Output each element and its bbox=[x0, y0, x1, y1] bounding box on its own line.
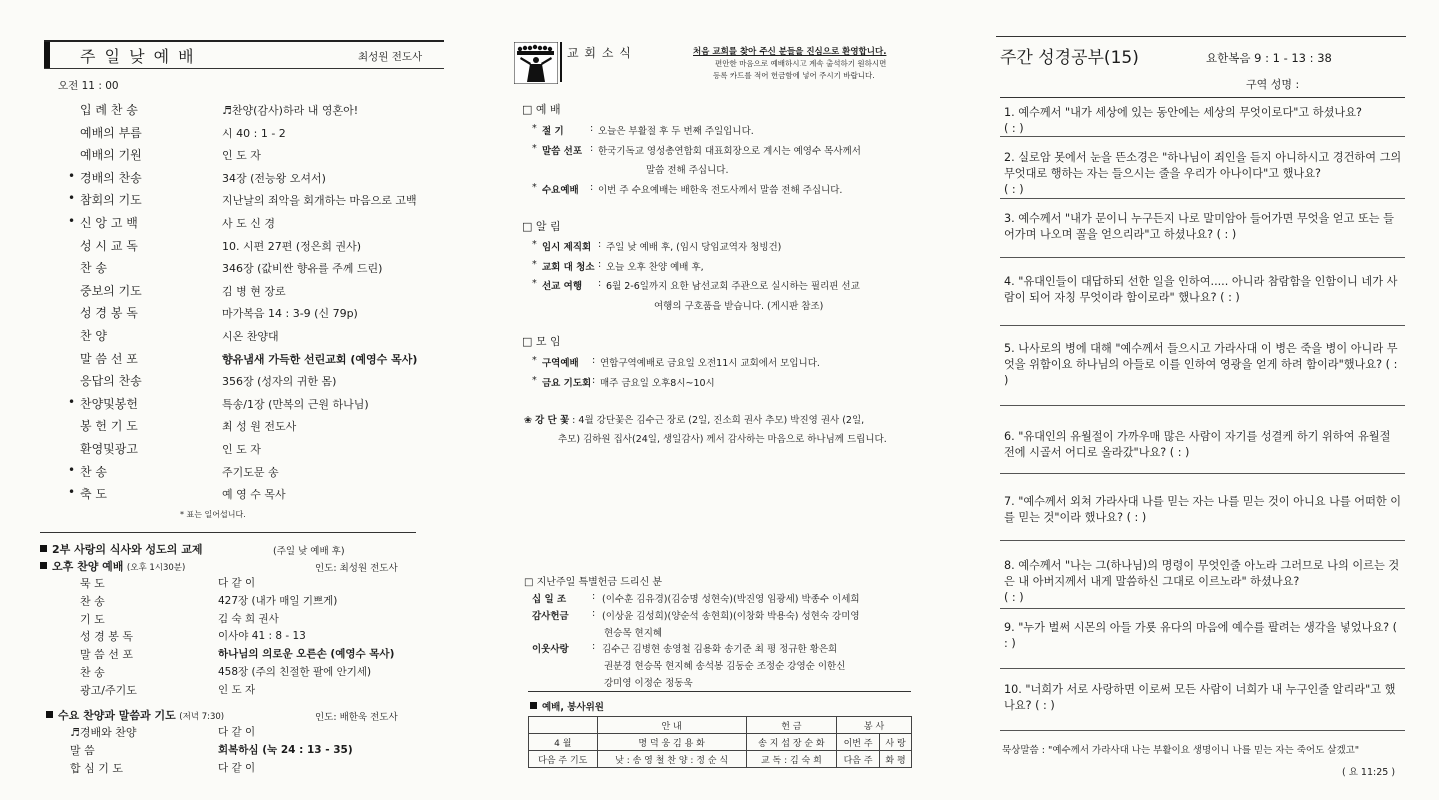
standing-mark: • bbox=[68, 462, 76, 477]
news-bullet: * bbox=[532, 142, 537, 154]
afternoon-item-label: 찬 송 bbox=[80, 594, 105, 608]
wednesday-item-content: 회복하심 (눅 24 : 13 - 35) bbox=[218, 743, 353, 756]
offering-label: 이웃사랑 bbox=[532, 644, 569, 656]
standing-mark: • bbox=[68, 191, 76, 206]
order-item-label: 찬양및봉헌 bbox=[80, 396, 138, 411]
study-scripture: 요한복음 9 : 1 - 13 : 38 bbox=[1206, 51, 1332, 65]
news-colon: : bbox=[598, 239, 602, 250]
news-label: 교회 대 청소 bbox=[542, 261, 595, 273]
service-cell: 이번 주 bbox=[837, 734, 880, 751]
order-item-label: 성 시 교 독 bbox=[80, 238, 138, 253]
news-title-accent bbox=[560, 42, 562, 82]
notice-heading: □ 알 림 bbox=[522, 220, 561, 233]
service-cell: 화 평 bbox=[880, 751, 912, 768]
order-item-content: 사 도 신 경 bbox=[222, 217, 275, 230]
news-label: 구역예배 bbox=[542, 358, 579, 369]
afternoon-item-content: 이사야 41 : 8 - 13 bbox=[218, 630, 306, 643]
news-text: 이번 주 수요예배는 배한욱 전도사께서 말씀 전해 주십니다. bbox=[598, 184, 843, 196]
standing-mark: • bbox=[68, 394, 76, 409]
study-question: 7. "예수께서 외쳐 가라사대 나를 믿는 자는 나를 믿는 것이 아니요 나를 어떠한 이를 믿는 것"이라 했나요? ( : ) bbox=[1004, 495, 1402, 524]
news-text: 말씀 전해 주십니다. bbox=[646, 165, 729, 176]
afternoon-item-label: 성 경 봉 독 bbox=[80, 630, 133, 644]
news-colon: : bbox=[598, 278, 602, 289]
afternoon-title: 오후 찬양 예배 bbox=[52, 560, 124, 573]
order-item-content: 인 도 자 bbox=[222, 149, 261, 163]
news-panel bbox=[470, 0, 960, 800]
square-bullet-icon bbox=[40, 545, 47, 552]
order-item-content: 356장 (성자의 귀한 몸) bbox=[222, 375, 337, 389]
service-cell: 명 덕 웅 김 용 화 bbox=[597, 734, 746, 751]
afternoon-item-content: 427장 (내가 매일 기쁘게) bbox=[218, 594, 338, 607]
news-bullet: * bbox=[532, 239, 537, 250]
memory-verse: 묵상말씀 : "예수께서 가라사대 나는 부활이요 생명이니 나를 믿는 자는 죽어도 살겠고" bbox=[1002, 745, 1360, 756]
flower-icon: ❀ bbox=[524, 415, 532, 426]
title-bar-accent bbox=[44, 42, 50, 68]
order-item-content: 예 영 수 목사 bbox=[222, 488, 286, 502]
news-text: 연합구역예배로 금요일 오전11시 교회에서 모입니다. bbox=[600, 358, 820, 369]
offering-names: 강미영 이정순 정동욱 bbox=[604, 678, 693, 689]
offering-names: (이수훈 김유경)(김승명 성현숙)(박진영 임광세) 박종수 이세희 bbox=[602, 594, 860, 605]
afternoon-item-content: 김 숙 희 권사 bbox=[218, 612, 279, 625]
order-item-label: 말 씀 선 포 bbox=[80, 351, 138, 366]
service-cell: 송 지 섭 장 순 화 bbox=[746, 734, 836, 751]
service-row bbox=[529, 734, 912, 751]
order-item-label: 입 례 찬 송 bbox=[80, 103, 138, 117]
answer-line bbox=[1000, 473, 1405, 474]
news-text: 오늘은 부활절 후 두 번째 주일입니다. bbox=[598, 126, 754, 137]
flower-line-1: ❀ 강 단 꽃 : 4월 강단꽃은 김수근 장로 (2일, 진소희 권사 추모) 박진영 권사 (2일, bbox=[524, 415, 865, 426]
afternoon-heading bbox=[40, 558, 185, 574]
news-text: 6월 2-6일까지 요한 남선교회 주관으로 실시하는 필리핀 선교 bbox=[606, 281, 860, 292]
section-divider bbox=[40, 532, 416, 533]
study-question: 4. "유대인들이 대답하되 선한 일을 인하여..... 아니라 참람함을 인함이니 네가 사람이 되어 자칭 무엇이라 함이로라" 했나요? ( : ) bbox=[1004, 275, 1398, 304]
offering-names: 김수근 김병현 송영철 김용화 송기준 최 평 정규한 황은희 bbox=[602, 644, 838, 656]
order-item-label: 찬 송 bbox=[80, 464, 107, 479]
order-item-label: 성 경 봉 독 bbox=[80, 306, 138, 321]
news-colon: : bbox=[592, 374, 596, 386]
order-item-content: ♬찬양(감사)하라 내 영혼아! bbox=[222, 104, 359, 117]
offering-colon: : bbox=[592, 591, 596, 602]
order-item-content: 346장 (값비싼 향유를 주께 드린) bbox=[222, 262, 383, 276]
study-question: 1. 예수께서 "내가 세상에 있는 동안에는 세상의 무엇이로다"고 하셨나요? ( : ) bbox=[1004, 106, 1362, 135]
service-cell: 다음 주 bbox=[837, 751, 880, 768]
order-item-label: 중보의 기도 bbox=[80, 283, 142, 298]
news-label: 말씀 선포 bbox=[542, 145, 583, 157]
title-bottom-rule bbox=[44, 68, 444, 69]
group-name-field: 구역 성명 : bbox=[1246, 78, 1300, 91]
afternoon-item-content: 다 같 이 bbox=[218, 577, 256, 589]
order-item-content: 최 성 원 전도사 bbox=[222, 420, 297, 434]
meeting-heading: □ 모 임 bbox=[522, 335, 561, 348]
news-text: 한국기독교 영성총연합회 대표회장으로 계시는 예영수 목사께서 bbox=[598, 145, 861, 157]
order-item-content: 마가복음 14 : 3-9 (신 79p) bbox=[222, 307, 358, 321]
title-top-rule bbox=[44, 40, 444, 42]
service-header-cell: 봉 사 bbox=[837, 717, 912, 734]
wednesday-item-label: 합 심 기 도 bbox=[70, 761, 123, 775]
news-label: 수요예배 bbox=[542, 184, 579, 196]
study-header-rule bbox=[1000, 97, 1405, 98]
order-item-label: 경배의 찬송 bbox=[80, 170, 142, 185]
service-cell: 4 월 bbox=[529, 734, 598, 751]
wednesday-item-label: 말 씀 bbox=[70, 743, 95, 757]
order-item-content: 시온 찬양대 bbox=[222, 330, 279, 343]
news-label: 절 기 bbox=[542, 126, 564, 137]
news-text: 여행의 구호품을 받습니다. (게시판 참조) bbox=[654, 300, 824, 312]
news-label: 금요 기도회 bbox=[542, 377, 592, 389]
order-item-label: 응답의 찬송 bbox=[80, 374, 142, 389]
order-item-content: 특송/1장 (만복의 근원 하나님) bbox=[222, 397, 369, 411]
order-item-label: 환영및광고 bbox=[80, 442, 138, 456]
wednesday-time: (저녁 7:30) bbox=[179, 712, 225, 722]
order-item-label: 예배의 부름 bbox=[80, 125, 142, 140]
wednesday-item-content: 다 같 이 bbox=[218, 726, 256, 738]
afternoon-item-label: 찬 송 bbox=[80, 666, 105, 679]
answer-line bbox=[1000, 136, 1405, 137]
offering-heading: □ 지난주일 특별헌금 드리신 분 bbox=[524, 577, 663, 588]
worship-notice-heading: □ 예 배 bbox=[522, 103, 561, 116]
square-bullet-icon bbox=[40, 562, 47, 569]
order-item-label: 축 도 bbox=[80, 487, 107, 502]
service-heading bbox=[530, 699, 604, 713]
order-item-label: 찬 송 bbox=[80, 261, 107, 276]
order-item-content: 인 도 자 bbox=[222, 443, 261, 456]
news-colon: : bbox=[592, 355, 596, 366]
study-question: 8. 예수께서 "나는 그(하나님)의 명령이 무엇인줄 아노라 그러므로 나의 이르는 것은 내 아버지께서 내게 말씀하신 그대로 이르노라" 하셨나요? ( : ) bbox=[1004, 559, 1400, 604]
afternoon-time: (오후 1시30분) bbox=[126, 563, 186, 573]
wednesday-item-label: ♬경배와 찬양 bbox=[70, 726, 137, 739]
answer-line bbox=[1000, 198, 1405, 199]
news-text: 매주 금요일 오후8시~10시 bbox=[600, 377, 715, 389]
service-cell: 다음 주 기도 bbox=[529, 751, 598, 768]
service-row bbox=[529, 751, 912, 768]
part2-note: (주일 낮 예배 후) bbox=[273, 546, 345, 557]
service-top-rule bbox=[528, 691, 911, 692]
order-item-label: 봉 헌 기 도 bbox=[80, 419, 138, 434]
bible-study-panel bbox=[960, 0, 1439, 800]
study-question: 5. 나사로의 병에 대해 "예수께서 들으시고 가라사대 이 병은 죽을 병이 아니라 무엇을 위함이요 하나님의 아들로 이를 인하여 영광을 얻게 하려 함이라"했나요? ( : ) bbox=[1004, 342, 1398, 387]
study-top-rule bbox=[996, 36, 1406, 37]
service-header-cell: 헌 금 bbox=[746, 717, 836, 734]
standing-mark: • bbox=[68, 485, 76, 500]
afternoon-item-label: 말 씀 선 포 bbox=[80, 648, 133, 662]
study-question: 9. "누가 벌써 시몬의 아들 가룟 유다의 마음에 예수를 팔려는 생각을 넣었나요? ( : ) bbox=[1004, 621, 1398, 650]
news-bullet: * bbox=[532, 355, 537, 366]
worship-panel bbox=[0, 0, 470, 800]
answer-line bbox=[1000, 668, 1405, 669]
news-colon: : bbox=[598, 258, 602, 270]
afternoon-item-content: 458장 (주의 친절한 팔에 안기세) bbox=[218, 666, 372, 678]
afternoon-item-label: 기 도 bbox=[80, 612, 105, 626]
order-item-label: 찬 양 bbox=[80, 329, 107, 343]
square-bullet-icon bbox=[530, 702, 537, 709]
welcome-line-1: 처음 교회를 찾아 주신 분들을 진심으로 환영합니다. bbox=[693, 47, 887, 57]
flower-line-2: 추모) 김하원 집사(24일, 생일감사) 께서 감사하는 마음으로 하나님께 드립니다. bbox=[558, 434, 887, 445]
standing-mark: • bbox=[68, 168, 76, 183]
news-bullet: * bbox=[532, 258, 537, 270]
part2-title: 2부 사랑의 식사와 성도의 교제 bbox=[52, 543, 203, 556]
order-item-label: 참회의 기도 bbox=[80, 193, 142, 208]
wednesday-item-content: 다 같 이 bbox=[218, 761, 256, 774]
study-question: 6. "유대인의 유월절이 가까우매 많은 사람이 자기를 성결케 하기 위하여 유월절 전에 시골서 어디로 올라갔"나요? ( : ) bbox=[1004, 430, 1391, 459]
welcome-line-3: 등록 카드를 적어 헌금함에 넣어 주시기 바랍니다. bbox=[713, 71, 875, 80]
answer-line bbox=[1000, 608, 1405, 609]
square-bullet-icon bbox=[46, 711, 53, 718]
service-title: 예배, 봉사위원 bbox=[542, 702, 604, 713]
stand-note: * 표는 일어섭니다. bbox=[180, 510, 246, 519]
order-item-content: 시 40 : 1 - 2 bbox=[222, 126, 286, 140]
news-text: 주일 낮 예배 후, (임시 당임교역자 청빙건) bbox=[606, 242, 782, 253]
order-item-content: 향유냄새 가득한 선린교회 (예영수 목사) bbox=[222, 352, 418, 366]
welcome-line-2: 편안한 마음으로 예배하시고 계속 출석하기 원하시면 bbox=[715, 59, 887, 68]
news-text: 오늘 오후 찬양 예배 후, bbox=[606, 261, 704, 273]
service-cell: 사 랑 bbox=[880, 734, 912, 751]
offering-names: 현승목 현지혜 bbox=[604, 627, 663, 639]
answer-line bbox=[1000, 405, 1405, 406]
study-title: 주간 성경공부(15) bbox=[1000, 48, 1139, 68]
answer-line bbox=[1000, 540, 1405, 541]
service-corner-cell bbox=[529, 717, 598, 734]
news-label: 선교 여행 bbox=[542, 281, 583, 292]
study-question: 2. 실로암 못에서 눈을 뜬소경은 "하나님이 죄인을 듣지 아니하시고 경건하여 그의 무엇대로 행하는 자는 들으시는 줄을 우리가 아나이다"고 했나요? ( : ) bbox=[1004, 151, 1402, 196]
offering-colon: : bbox=[592, 607, 596, 619]
wednesday-title: 수요 찬양과 말씀과 기도 bbox=[58, 709, 176, 722]
news-bullet: * bbox=[532, 123, 537, 134]
afternoon-item-content: 하나님의 의로운 오른손 (예영수 목사) bbox=[218, 648, 395, 661]
offering-colon: : bbox=[592, 641, 596, 653]
order-item-content: 지난날의 죄악을 회개하는 마음으로 고백 bbox=[222, 194, 417, 208]
worship-time: 오전 11 : 00 bbox=[58, 80, 119, 92]
afternoon-item-content: 인 도 자 bbox=[218, 683, 256, 696]
memory-ref: ( 요 11:25 ) bbox=[1342, 767, 1396, 778]
flower-label: 강 단 꽃 bbox=[535, 415, 570, 426]
choir-icon bbox=[514, 42, 558, 84]
offering-names: 권분경 현승목 현지혜 송석봉 김동순 조정순 강영순 이한신 bbox=[604, 661, 846, 673]
afternoon-leader: 인도: 최성원 전도사 bbox=[315, 563, 398, 574]
order-item-label: 신 앙 고 백 bbox=[80, 216, 138, 230]
study-question: 3. 예수께서 "내가 문이니 누구든지 나로 말미암아 들어가면 무엇을 얻고 또는 들어가며 나오며 꼴을 얻으리라"고 하셨나요? ( : ) bbox=[1004, 212, 1394, 241]
order-item-content: 주기도문 송 bbox=[222, 465, 279, 479]
order-item-content: 10. 시편 27편 (정은희 권사) bbox=[222, 239, 362, 253]
afternoon-item-label: 광고/주기도 bbox=[80, 683, 137, 697]
service-cell: 낮 : 송 영 철 찬 양 : 정 순 식 bbox=[597, 751, 746, 768]
news-label: 임시 제직회 bbox=[542, 242, 592, 253]
study-question: 10. "너희가 서로 사랑하면 이로써 모든 사람이 너희가 내 누구인줄 알리라"고 했나요? ( : ) bbox=[1004, 683, 1396, 712]
afternoon-item-label: 묵 도 bbox=[80, 577, 105, 590]
wednesday-heading bbox=[46, 707, 224, 723]
answer-line bbox=[1000, 325, 1405, 326]
news-title: 교 회 소 식 bbox=[567, 46, 632, 60]
standing-mark: • bbox=[68, 214, 76, 228]
flower-text-1: 4월 강단꽃은 김수근 장로 (2일, 진소희 권사 추모) 박진영 권사 (2일, bbox=[578, 415, 865, 426]
service-header-row bbox=[529, 717, 912, 734]
news-bullet: * bbox=[532, 278, 537, 289]
order-item-content: 김 병 현 장로 bbox=[222, 284, 286, 298]
part2-heading bbox=[40, 541, 202, 557]
news-colon: : bbox=[590, 142, 594, 154]
offering-label: 십 일 조 bbox=[532, 594, 567, 605]
answer-line bbox=[1000, 257, 1405, 258]
news-bullet: * bbox=[532, 374, 537, 386]
worship-title: 주 일 낮 예 배 bbox=[80, 47, 196, 66]
news-colon: : bbox=[590, 123, 594, 134]
offering-names: (이상윤 김성희)(양순석 송현희)(이창화 박용숙) 성현숙 강미영 bbox=[602, 610, 860, 622]
service-header-cell: 안 내 bbox=[597, 717, 746, 734]
wednesday-leader: 인도: 배한욱 전도사 bbox=[315, 712, 398, 723]
news-bullet: * bbox=[532, 181, 537, 193]
answer-line bbox=[1000, 730, 1405, 731]
order-item-content: 34장 (전능왕 오셔서) bbox=[222, 171, 326, 185]
news-colon: : bbox=[590, 181, 594, 193]
order-item-label: 예배의 기원 bbox=[80, 148, 142, 163]
service-cell: 교 독 : 김 숙 희 bbox=[746, 751, 836, 768]
offering-label: 감사헌금 bbox=[532, 610, 569, 622]
service-table bbox=[528, 716, 912, 768]
worship-preacher: 최성원 전도사 bbox=[358, 51, 423, 63]
